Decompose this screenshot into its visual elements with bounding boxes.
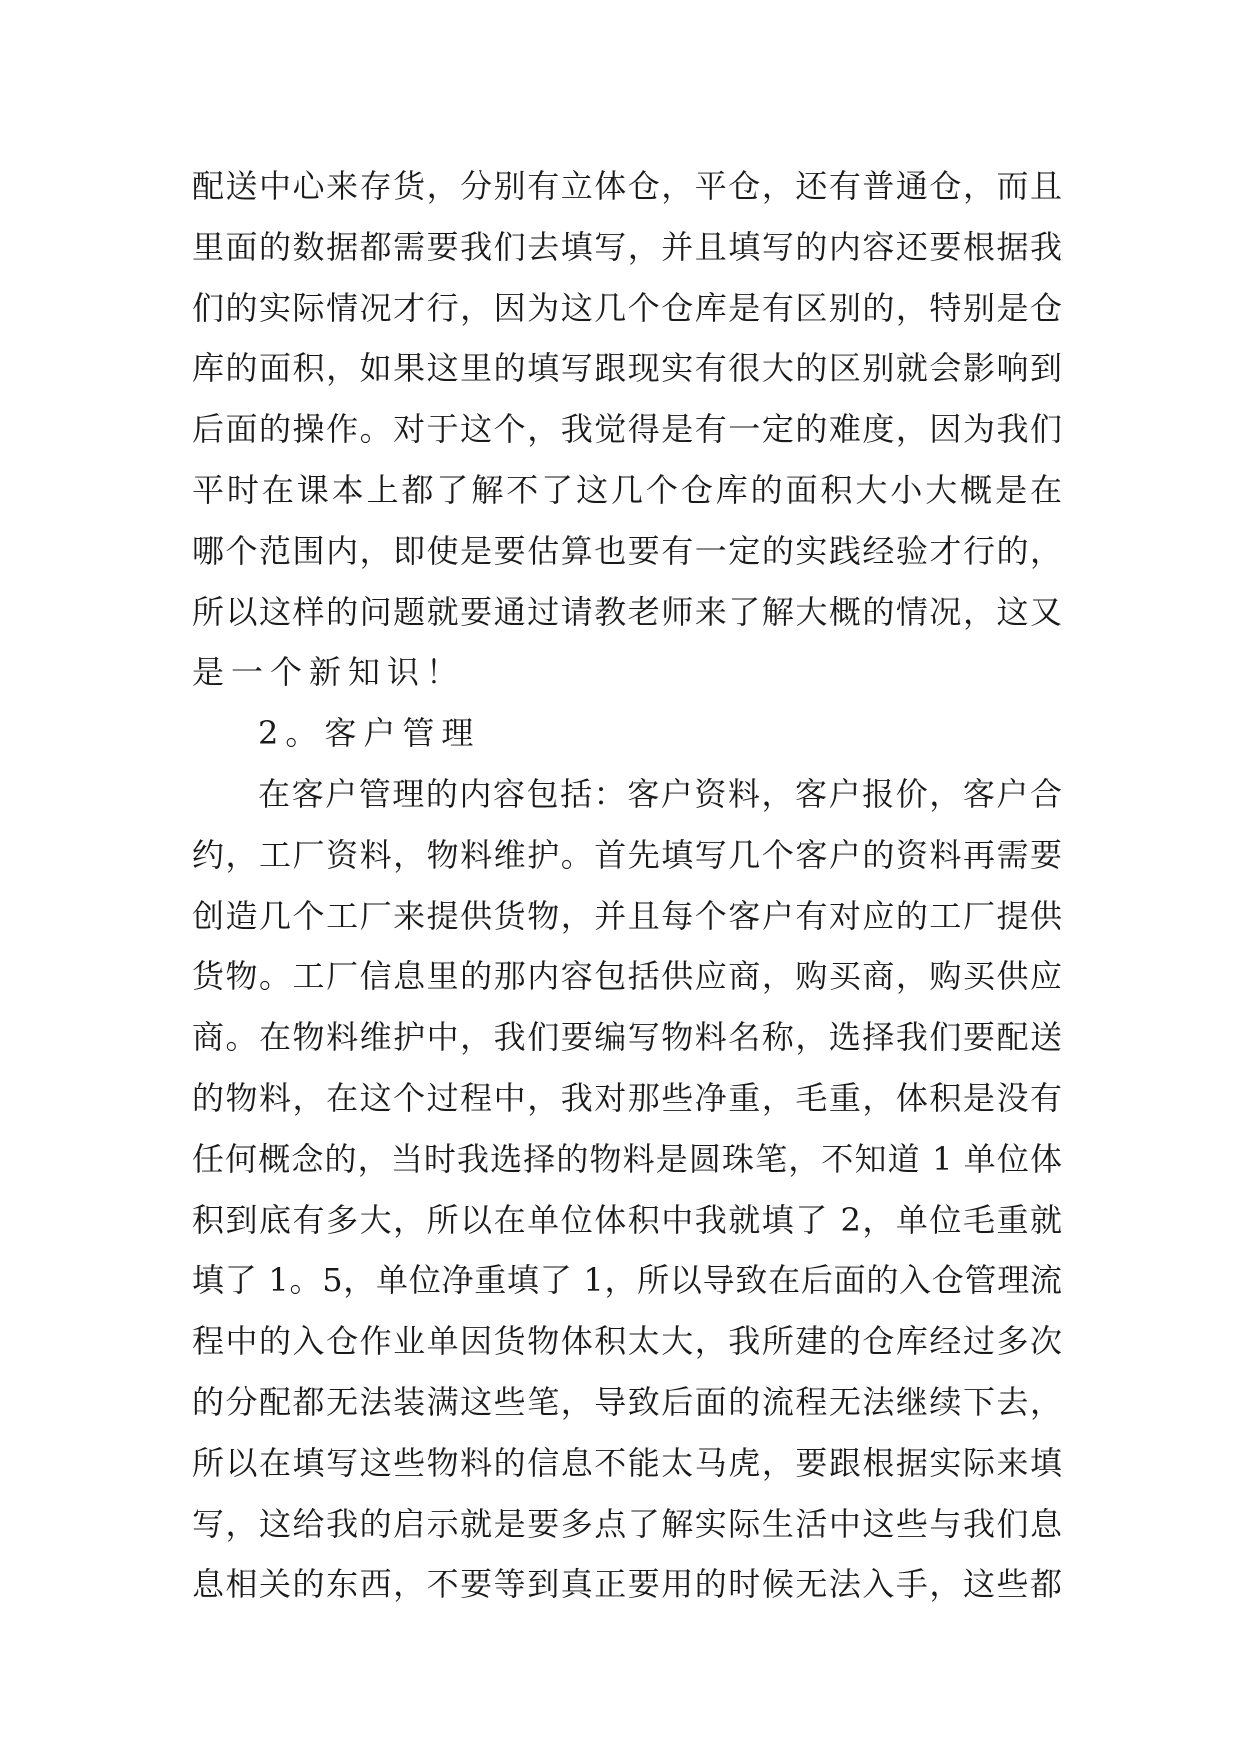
text-line: 们的实际情况才行，因为这几个仓库是有区别的，特别是仓 xyxy=(192,288,1062,327)
body-text xyxy=(192,156,1062,1615)
text-line: 积到底有多大，所以在单位体积中我就填了 2，单位毛重就 xyxy=(192,1200,1062,1239)
text-line: 所以这样的问题就要通过请教老师来了解大概的情况，这又 xyxy=(192,592,1062,631)
text-line: 里面的数据都需要我们去填写，并且填写的内容还要根据我 xyxy=(192,227,1062,266)
text-line: 任何概念的，当时我选择的物料是圆珠笔，不知道 1 单位体 xyxy=(192,1139,1062,1178)
text-line: 的物料，在这个过程中，我对那些净重，毛重，体积是没有 xyxy=(192,1078,1062,1117)
text-line: 货物。工厂信息里的那内容包括供应商，购买商，购买供应 xyxy=(192,957,1062,996)
text-line: 的分配都无法装满这些笔，导致后面的流程无法继续下去， xyxy=(192,1382,1062,1421)
text-line: 创造几个工厂来提供货物，并且每个客户有对应的工厂提供 xyxy=(192,896,1062,935)
text-line: 息相关的东西，不要等到真正要用的时候无法入手，这些都 xyxy=(192,1565,1062,1604)
text-line: 填了 1。5，单位净重填了 1，所以导致在后面的入仓管理流 xyxy=(192,1261,1062,1300)
text-line: 商。在物料维护中，我们要编写物料名称，选择我们要配送 xyxy=(192,1018,1062,1057)
text-line: 后面的操作。对于这个，我觉得是有一定的难度，因为我们 xyxy=(192,410,1062,449)
text-line: 程中的入仓作业单因货物体积太大，我所建的仓库经过多次 xyxy=(192,1322,1062,1361)
text-line: 平时在课本上都了解不了这几个仓库的面积大小大概是在 xyxy=(192,470,1062,509)
text-line: 库的面积，如果这里的填写跟现实有很大的区别就会影响到 xyxy=(192,349,1062,388)
text-line: 是一个新知识！ xyxy=(192,653,466,692)
text-line: 写，这给我的启示就是要多点了解实际生活中这些与我们息 xyxy=(192,1504,1062,1543)
text-line: 所以在填写这些物料的信息不能太马虎，要跟根据实际来填 xyxy=(192,1443,1062,1482)
section-heading: 2。客户管理 xyxy=(258,714,481,753)
text-line: 哪个范围内，即使是要估算也要有一定的实践经验才行的， xyxy=(192,531,1062,570)
paragraph-first-line: 在客户管理的内容包括：客户资料，客户报价，客户合 xyxy=(258,774,1062,813)
text-line: 约，工厂资料，物料维护。首先填写几个客户的资料再需要 xyxy=(192,835,1062,874)
text-line: 配送中心来存货，分别有立体仓，平仓，还有普通仓，而且 xyxy=(192,167,1062,205)
